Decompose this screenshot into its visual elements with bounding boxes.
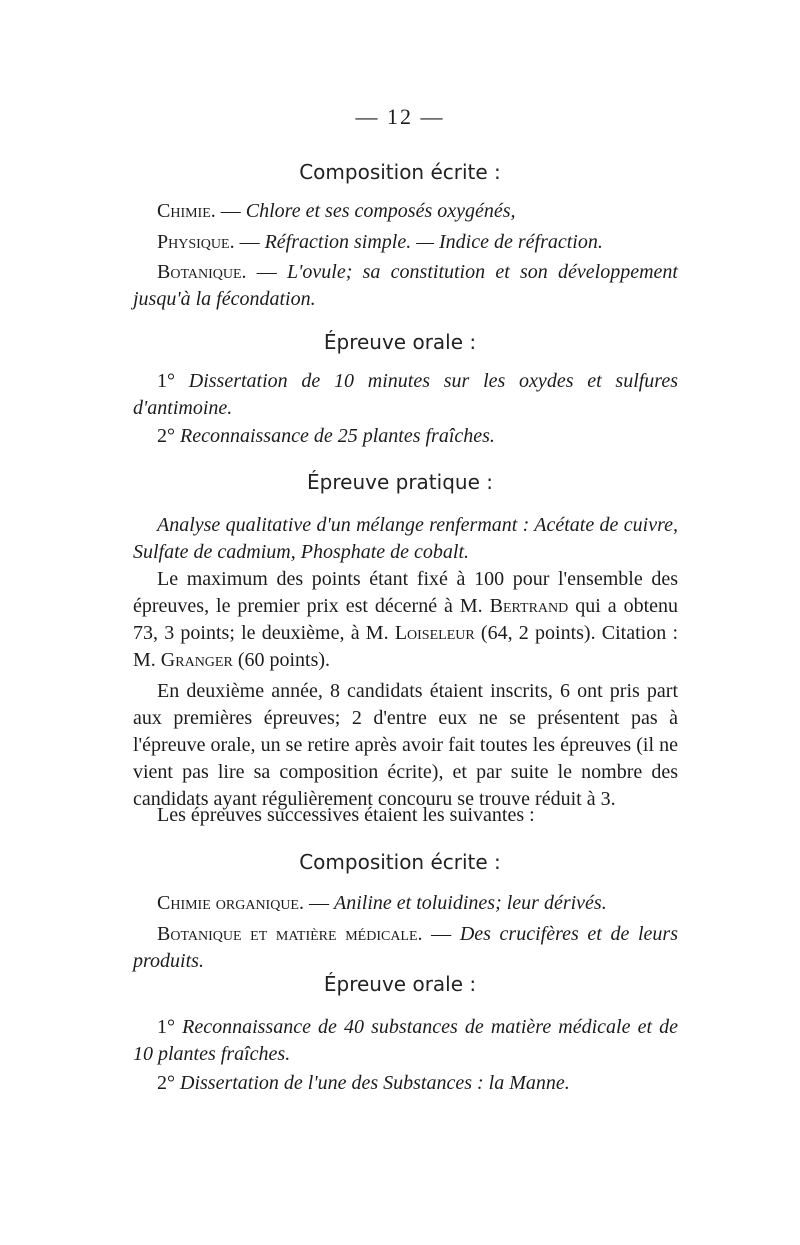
separator: — (422, 923, 460, 945)
entry-physique (133, 229, 678, 256)
entry-chimie (133, 198, 678, 225)
item-text: Dissertation de l'une des Substances : la Manne. (180, 1072, 570, 1094)
heading-epreuve-orale-1: Épreuve orale : (323, 330, 477, 354)
item-number: 2° (157, 1072, 175, 1094)
heading-composition-ecrite-1: Composition écrite : (299, 160, 501, 184)
topic-text: L'ovule; sa constitution et son développement jusqu'à la fécondation. (133, 261, 678, 310)
item-number: 1° (157, 370, 175, 392)
subject-label: Physique. (157, 231, 235, 253)
item-text: Dissertation de 10 minutes sur les oxydes et sulfures d'antimoine. (133, 370, 679, 419)
results-text: Le maximum des points étant fixé à 100 pour l'ensemble des épreuves, le premier prix est décerné à M. (133, 568, 678, 617)
topic-text: Chlore et ses composés oxygénés, (245, 200, 516, 222)
heading-epreuve-pratique: Épreuve pratique : (307, 470, 493, 494)
separator: — (246, 261, 288, 283)
subject-label: Chimie organique. (157, 892, 304, 914)
item-text: Reconnaissance de 40 substances de matière médicale et de 10 plantes fraîches. (133, 1016, 678, 1065)
topic-text: Réfraction simple. — Indice de réfraction. (264, 231, 603, 253)
practical-analysis (133, 512, 678, 566)
heading-epreuve-orale-2: Épreuve orale : (323, 972, 477, 996)
subject-label: Botanique. (157, 261, 247, 283)
separator: — (304, 892, 334, 914)
topic-text: Aniline et toluidines; leur dérivés. (334, 892, 607, 914)
results-text: (60 points). (237, 649, 331, 671)
second-year-intro: Les épreuves successives étaient les suivantes : (157, 804, 535, 826)
laureate-name: Bertrand (489, 595, 569, 617)
second-year-paragraph: En deuxième année, 8 candidats étaient inscrits, 6 ont pris part aux premières épreuves; 2 d'entre eux ne se présentent pas à l'épreuve orale, un se retire après avoir fait toutes les épreuves (il ne vient pas lire sa composition écrite), et par suite le nombre des candidats ayant régulièrement concouru se trouve réduit à 3. (133, 680, 678, 810)
entry-chimie-organique (133, 890, 678, 917)
laureate-name: Loiseleur (394, 622, 475, 644)
oral-item-1 (133, 368, 678, 422)
entry-botanique-matiere-medicale (133, 921, 678, 975)
subject-label: Botanique et matière médicale. (157, 923, 423, 945)
entry-botanique (133, 259, 678, 313)
separator: — (215, 200, 246, 222)
results-text: (64, 2 points). Citation : M. (133, 622, 679, 671)
item-number: 2° (157, 425, 175, 447)
item-text: Reconnaissance de 25 plantes fraîches. (180, 425, 495, 447)
analysis-text: Analyse qualitative d'un mélange renfermant : Acétate de cuivre, Sulfate de cadmium, Phosphate de cobalt. (133, 514, 678, 563)
separator: — (234, 231, 265, 253)
page-number: — 12 — (355, 104, 445, 129)
item-number: 1° (157, 1016, 175, 1038)
laureate-name: Granger (160, 649, 233, 671)
subject-label: Chimie. (157, 200, 216, 222)
oral-item-1b (133, 1014, 678, 1068)
topic-text: Des crucifères et de leurs produits. (133, 923, 678, 972)
first-year-results (133, 566, 678, 674)
results-text: qui a obtenu 73, 3 points; le deuxième, à M. (133, 595, 679, 644)
heading-composition-ecrite-2: Composition écrite : (299, 850, 501, 874)
oral-item-2b (133, 1070, 678, 1097)
oral-item-2 (133, 423, 678, 450)
